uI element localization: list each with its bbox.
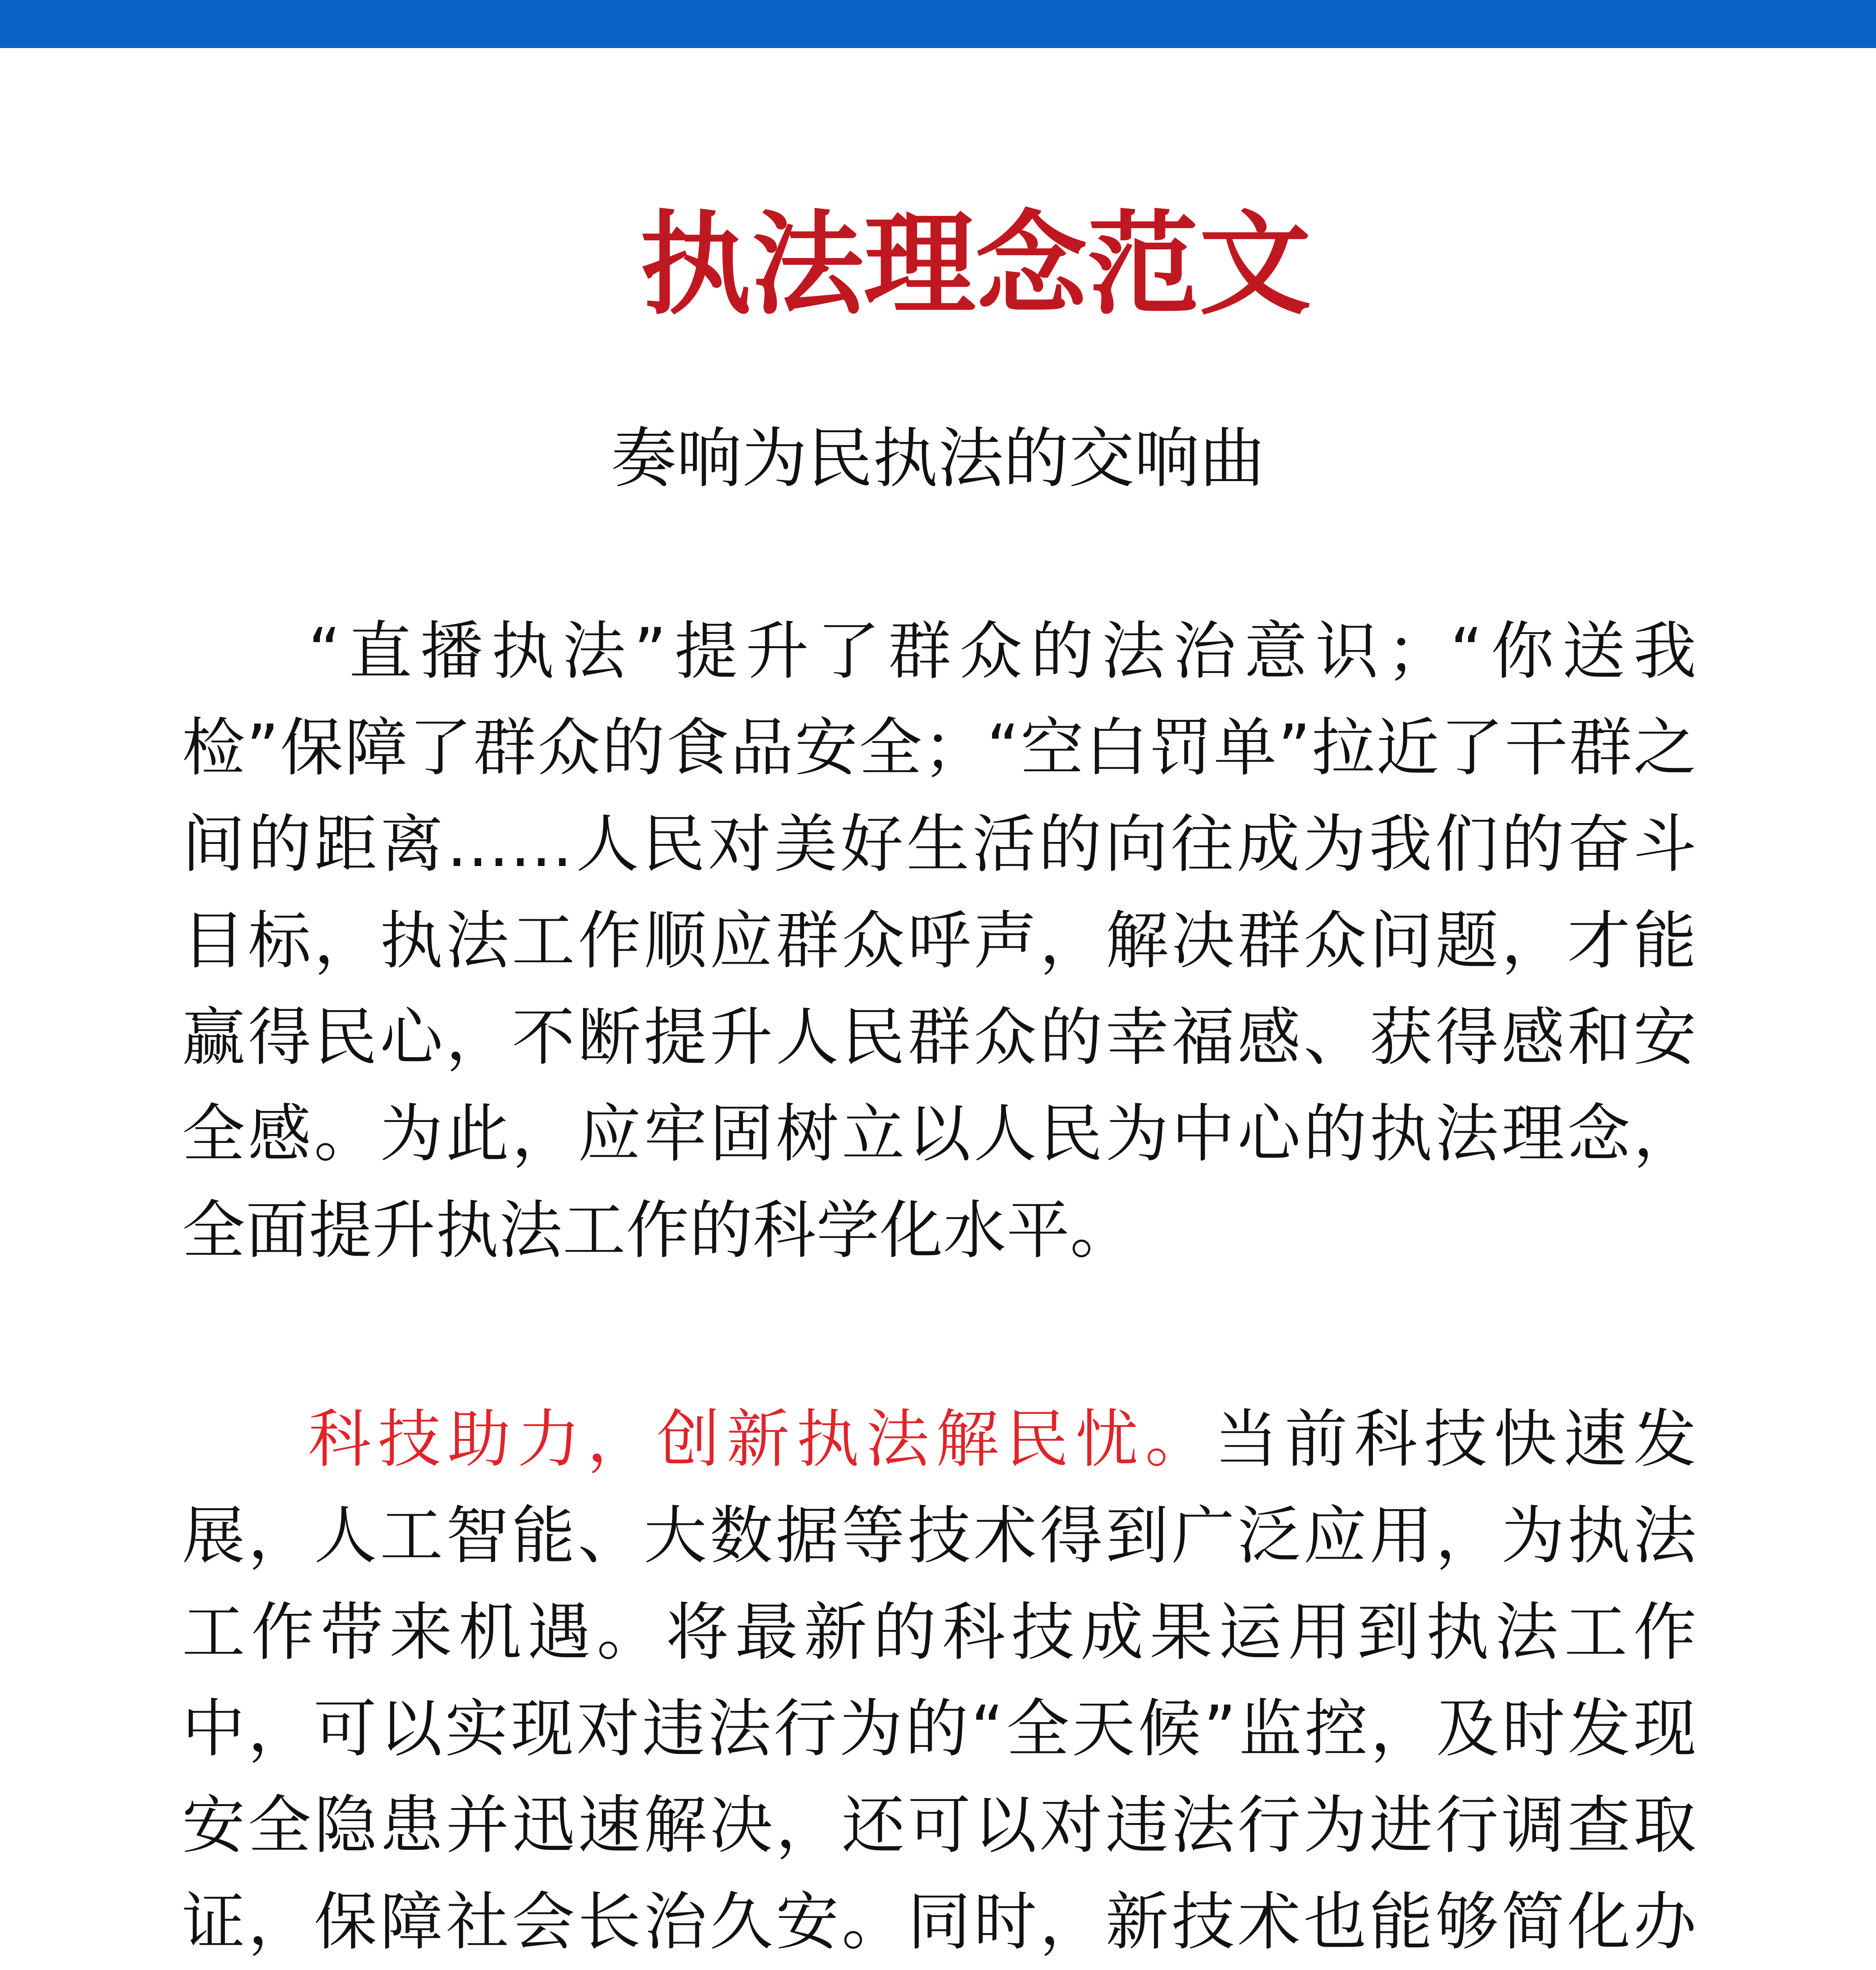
paragraph-2-text: 当前科技快速发展，人工智能、大数据等技术得到广泛应用，为执法工作带来机遇。将最新的科技成果运用到执法工作中，可以实现对违法行为的“全天候”监控，及时发现安全隐患并迅速解决，还可以对违法行为进行调查取证，保障社会长治久安。同时，新技术也能够简化办 bbox=[182, 1402, 1697, 1959]
body-paragraph-2 bbox=[182, 1391, 1697, 1970]
body-paragraph-1 bbox=[182, 603, 1697, 1279]
paragraph-2-highlight: 科技助力，创新执法解民忧。 bbox=[308, 1402, 1215, 1476]
subtitle: 奏响为民执法的交响曲 bbox=[611, 421, 1265, 497]
paragraph-1-text: “直播执法”提升了群众的法治意识；“你送我检”保障了群众的食品安全；“空白罚单”拉近了干群之间的距离……人民对美好生活的向往成为我们的奋斗目标，执法工作顺应群众呼声，解决群众问题，才能赢得民心，不断提升人民群众的幸福感、获得感和安全感。为此，应牢固树立以人民为中心的执法理念，全面提升执法工作的科学化水平。 bbox=[182, 614, 1697, 1267]
top-blue-bar bbox=[0, 0, 1876, 48]
page-title: 执法理念范文 bbox=[640, 198, 1311, 330]
